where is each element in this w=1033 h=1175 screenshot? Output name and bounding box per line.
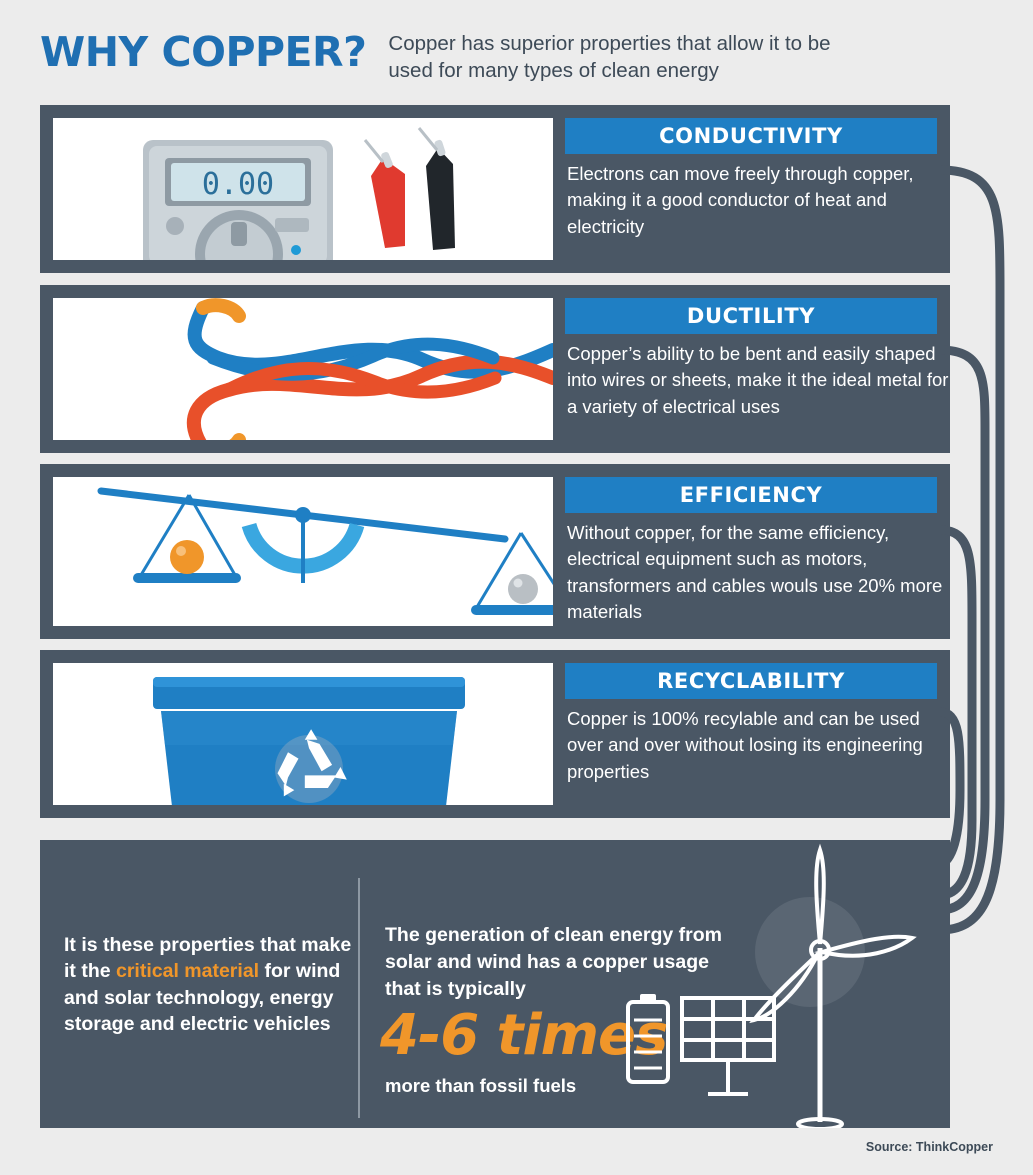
card-label-ductility: DUCTILITY — [565, 298, 937, 334]
summary-left-text — [64, 932, 352, 1037]
card-label-conductivity: CONDUCTIVITY — [565, 118, 937, 154]
summary-fossil-text: more than fossil fuels — [385, 1075, 577, 1096]
vertical-divider — [358, 878, 360, 1118]
card-label-efficiency: EFFICIENCY — [565, 477, 937, 513]
summary-right-text: The generation of clean energy from solar and wind has a copper usage that is typically — [385, 924, 722, 1000]
header — [40, 24, 993, 88]
summary-left-after: for wind and solar technology, energy storage and electric vehicles — [64, 960, 341, 1035]
property-card-ductility — [40, 285, 950, 453]
summary-big-number: 4-6 times — [380, 1003, 668, 1068]
recycling-bin-illustration — [53, 663, 553, 805]
card-description-efficiency: Without copper, for the same efficiency, electrical equipment such as motors, transformers and cables wouls use 20% more materials — [567, 522, 943, 622]
multimeter-probes-photo — [53, 118, 553, 260]
connector-lines — [940, 100, 1033, 1110]
balance-scale-illustration — [53, 477, 553, 626]
card-description-conductivity: Electrons can move freely through copper, making it a good conductor of heat and electricity — [567, 163, 914, 237]
summary-highlight: critical material — [116, 960, 260, 983]
wind-turbine-solar-panel-battery-illustration — [620, 840, 940, 1128]
card-description-ductility: Copper’s ability to be bent and easily shaped into wires or sheets, make it the ideal metal for a variety of electrical uses — [567, 343, 949, 417]
twisted-wires-photo — [53, 298, 553, 440]
card-description-recyclability: Copper is 100% recylable and can be used over and over without losing its engineering properties — [567, 708, 923, 782]
balance-scale-photo — [53, 477, 553, 626]
twisted-wires-illustration — [53, 298, 553, 440]
multimeter-illustration — [53, 118, 553, 260]
page-title: WHY COPPER? — [40, 28, 367, 76]
clean-energy-icons — [620, 840, 940, 1128]
summary-left-before: It is these properties that make it the — [64, 934, 352, 983]
source-credit: Source: ThinkCopper — [865, 1140, 993, 1154]
property-card-efficiency — [40, 464, 950, 639]
card-label-recyclability: RECYCLABILITY — [565, 663, 937, 699]
svg-text:0.00: 0.00 — [201, 167, 275, 202]
property-card-recyclability — [40, 650, 950, 818]
page-subtitle: Copper has superior properties that allow it to be used for many types of clean energy — [388, 32, 831, 83]
summary-panel — [40, 840, 950, 1128]
connector-paths — [940, 100, 1033, 1110]
property-card-conductivity — [40, 105, 950, 273]
recycling-bin-photo — [53, 663, 553, 805]
